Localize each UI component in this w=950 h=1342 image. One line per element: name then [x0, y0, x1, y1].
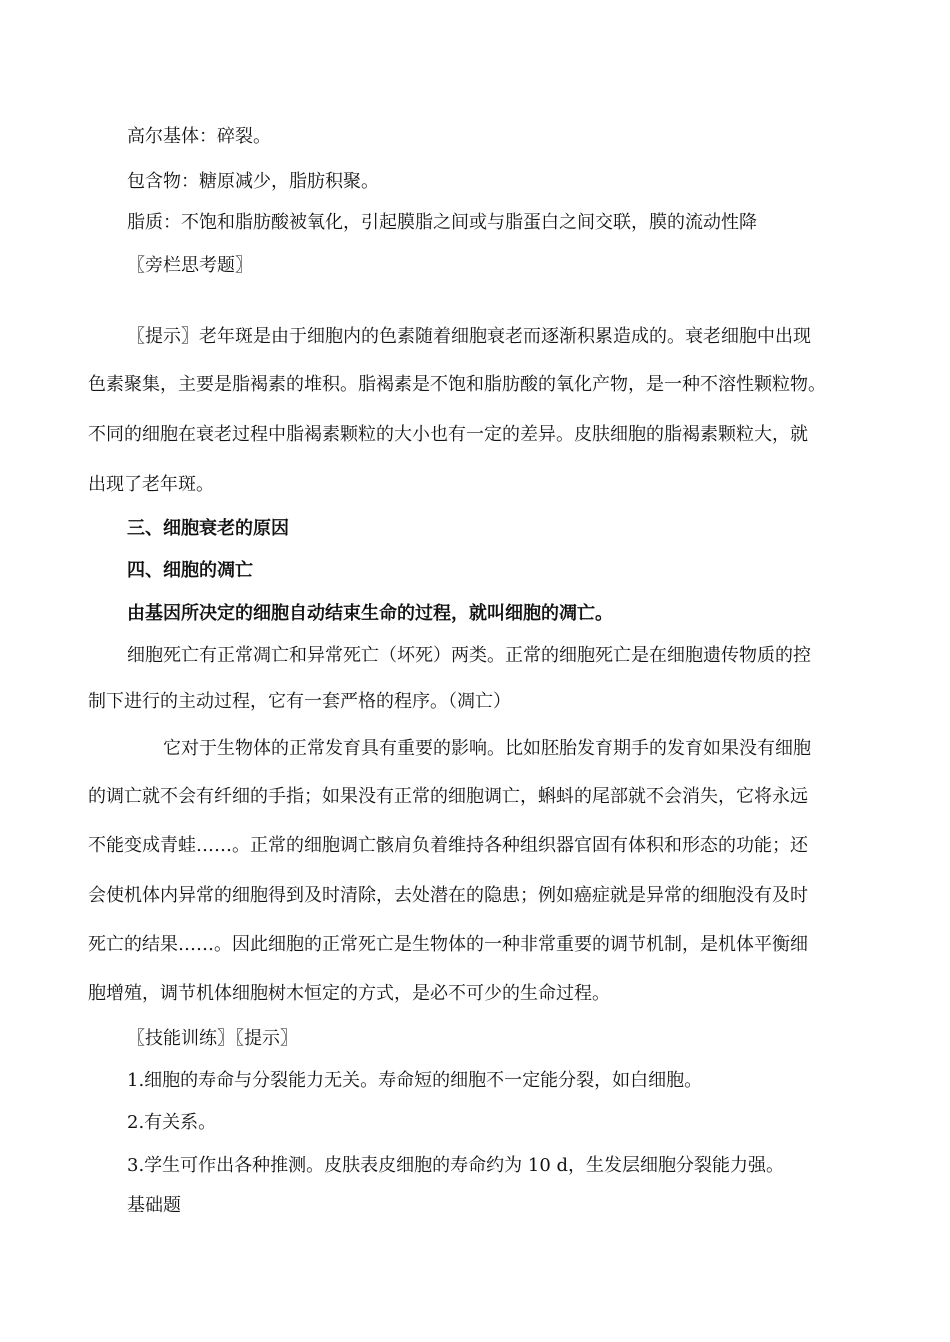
text-line: 包含物：糖原减少，脂肪积聚。: [127, 171, 379, 192]
list-item: 3.学生可作出各种推测。皮肤表皮细胞的寿命约为 10 d，生发层细胞分裂能力强。: [127, 1155, 785, 1176]
text-line: 会使机体内异常的细胞得到及时清除，去处潜在的隐患；例如癌症就是异常的细胞没有及时: [88, 885, 808, 906]
text-line: 的调亡就不会有纤细的手指；如果没有正常的细胞调亡，蝌蚪的尾部就不会消失，它将永远: [88, 786, 808, 807]
text-line: 〖提示〗老年斑是由于细胞内的色素随着细胞衰老而逐渐积累造成的。衰老细胞中出现: [127, 326, 811, 347]
text-line: 高尔基体：碎裂。: [127, 126, 271, 147]
text-line: 色素聚集，主要是脂褐素的堆积。脂褐素是不饱和脂肪酸的氧化产物，是一种不溶性颗粒物。: [88, 374, 826, 395]
section-heading: 四、细胞的凋亡: [127, 560, 253, 581]
text-line: 胞增殖，调节机体细胞树木恒定的方式，是必不可少的生命过程。: [88, 983, 610, 1004]
text-line: 基础题: [127, 1195, 181, 1216]
text-line: 它对于生物体的正常发育具有重要的影响。比如胚胎发育期手的发育如果没有细胞: [163, 738, 811, 759]
list-item: 1.细胞的寿命与分裂能力无关。寿命短的细胞不一定能分裂，如白细胞。: [127, 1070, 703, 1091]
text-line: 出现了老年斑。: [88, 474, 214, 495]
text-line: 细胞死亡有正常凋亡和异常死亡（坏死）两类。正常的细胞死亡是在细胞遗传物质的控: [127, 645, 811, 666]
text-line: 〖技能训练〗〖提示〗: [127, 1028, 298, 1049]
text-line: 不能变成青蛙……。正常的细胞调亡骸肩负着维持各种组织器官固有体积和形态的功能；还: [88, 835, 808, 856]
text-line: 死亡的结果……。因此细胞的正常死亡是生物体的一种非常重要的调节机制，是机体平衡细: [88, 934, 808, 955]
section-heading: 三、细胞衰老的原因: [127, 518, 289, 539]
text-line: 制下进行的主动过程，它有一套严格的程序。（凋亡）: [88, 691, 511, 712]
text-line: 〖旁栏思考题〗: [127, 255, 253, 276]
list-item: 2.有关系。: [127, 1112, 217, 1133]
text-line: 脂质：不饱和脂肪酸被氧化，引起膜脂之间或与脂蛋白之间交联，膜的流动性降: [127, 212, 757, 233]
definition-text: 由基因所决定的细胞自动结束生命的过程，就叫细胞的凋亡。: [127, 603, 613, 624]
text-line: 不同的细胞在衰老过程中脂褐素颗粒的大小也有一定的差异。皮肤细胞的脂褐素颗粒大，就: [88, 424, 808, 445]
